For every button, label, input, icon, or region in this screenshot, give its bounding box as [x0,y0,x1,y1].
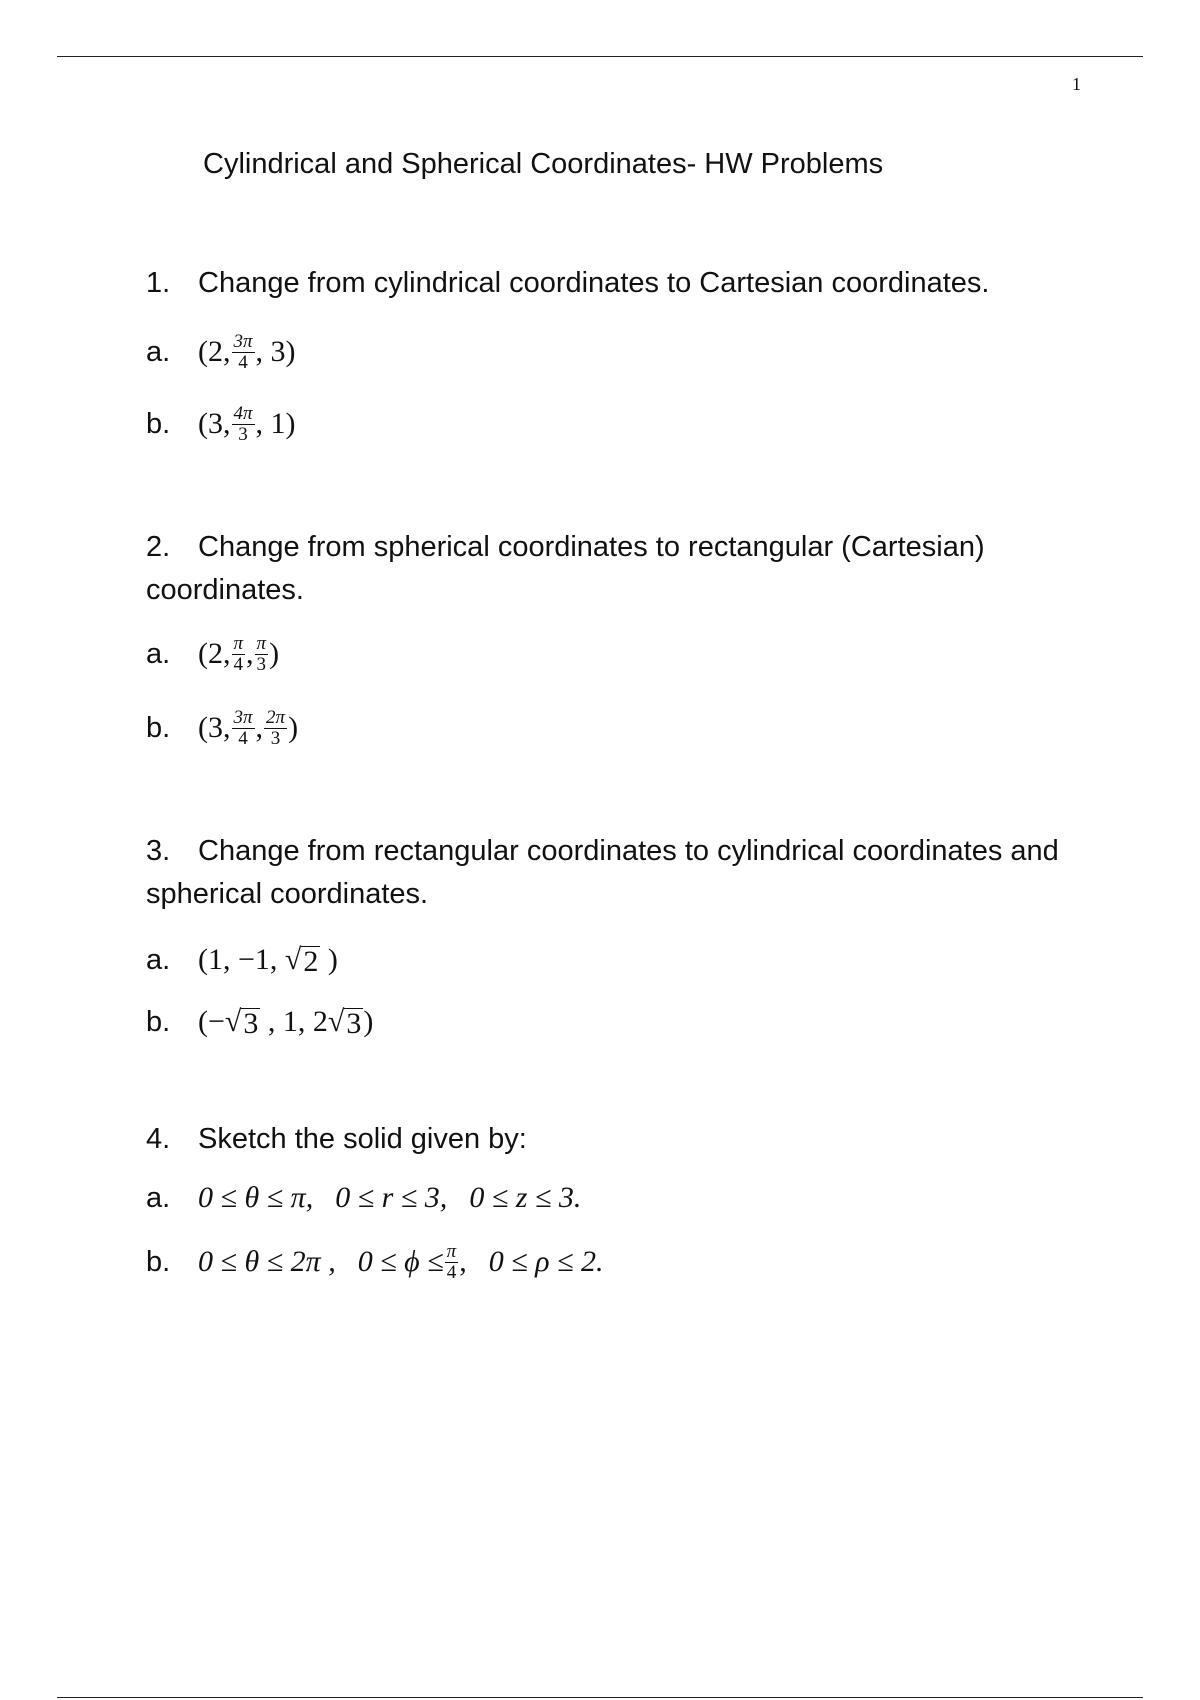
math-close: , 1) [255,407,296,440]
math-close: ) [320,943,338,976]
math-expression [198,332,296,373]
item-label: b. [146,1005,171,1038]
math-expression [198,708,298,749]
inequality: 0 ≤ ρ ≤ 2. [488,1245,604,1278]
item-label: a. [146,1181,171,1214]
fraction-denominator: 4 [446,1261,457,1283]
question-text: Change from rectangular coordinates to cylindrical coordinates and spherical coordinates. [146,835,1059,910]
fraction [232,634,246,675]
question-number: 1. [146,267,171,299]
inequality: 0 ≤ r ≤ 3, [335,1181,448,1214]
question-text: Sketch the solid given by: [198,1123,527,1155]
fraction-numerator: π [233,632,244,654]
math-expression [198,1181,581,1215]
question-3b [146,992,373,1052]
fraction-numerator: 3π [233,706,253,728]
inequality: 0 ≤ ϕ ≤ [357,1245,444,1278]
fraction-numerator: π [446,1240,457,1262]
math-separator: , [246,637,254,670]
fraction-numerator: 4π [233,402,253,424]
question-number: 3. [146,835,171,867]
fraction-numerator: 2π [266,706,286,728]
question-number: 2. [146,531,171,563]
inequality: 0 ≤ θ ≤ π, [198,1181,314,1214]
fraction [255,634,269,675]
math-close: ) [288,711,299,744]
math-open: (3, [198,407,231,440]
item-label: b. [146,1245,171,1278]
question-4b [146,1232,604,1292]
question-text: Change from spherical coordinates to rectangular (Cartesian) coordinates. [146,531,985,606]
fraction-denominator: 3 [256,653,267,675]
radicand: 3 [346,1007,362,1040]
page-number: 1 [1072,74,1081,94]
radicand: 3 [243,1007,259,1040]
footer-rule [57,1697,1143,1698]
square-root: √ 2 [284,943,319,978]
question-1b [146,394,296,454]
fraction-numerator: π [256,632,267,654]
question-3 [146,830,1096,916]
math-open: (− [198,1005,225,1038]
math-open: (2, [198,335,231,368]
math-expression [198,1242,604,1283]
item-label: a. [146,637,171,670]
question-1a [146,322,296,382]
question-2a [146,624,279,684]
fraction [232,332,255,373]
math-close: , 3) [255,335,296,368]
fraction [445,1242,459,1283]
fraction-denominator: 3 [270,727,281,749]
radicand: 2 [303,945,319,978]
page-title: Cylindrical and Spherical Coordinates- HW Problems [203,148,884,180]
header-rule [57,56,1143,57]
math-open: (1, −1, [198,943,285,976]
math-expression [198,1005,373,1039]
question-4 [146,1118,1096,1161]
item-label: a. [146,335,171,368]
fraction [232,708,255,749]
fraction-denominator: 4 [233,653,244,675]
math-open: (3, [198,711,231,744]
question-number: 4. [146,1123,171,1155]
question-2 [146,526,1096,612]
fraction-denominator: 4 [238,727,248,749]
math-expression [198,943,338,977]
math-separator: , [255,711,264,744]
math-close: ) [363,1005,374,1038]
inequality: 0 ≤ θ ≤ 2π , [198,1245,336,1278]
item-label: b. [146,711,171,744]
question-1 [146,262,1096,305]
inequality: 0 ≤ z ≤ 3. [469,1181,582,1214]
math-close: ) [269,637,280,670]
question-2b [146,698,298,758]
item-label: a. [146,943,171,976]
fraction [232,404,255,445]
math-separator: , [459,1245,467,1278]
item-label: b. [146,407,171,440]
fraction-denominator: 4 [238,351,248,373]
question-4a [146,1168,581,1228]
math-expression [198,404,296,445]
fraction [264,708,287,749]
question-text: Change from cylindrical coordinates to Cartesian coordinates. [198,267,990,299]
square-root: √ 3 [224,1005,259,1040]
math-middle: , 1, 2 [260,1005,328,1038]
question-3a [146,930,338,990]
fraction-denominator: 3 [238,423,248,445]
math-expression [198,634,279,675]
math-open: (2, [198,637,231,670]
square-root: √ 3 [327,1005,362,1040]
fraction-numerator: 3π [233,330,253,352]
